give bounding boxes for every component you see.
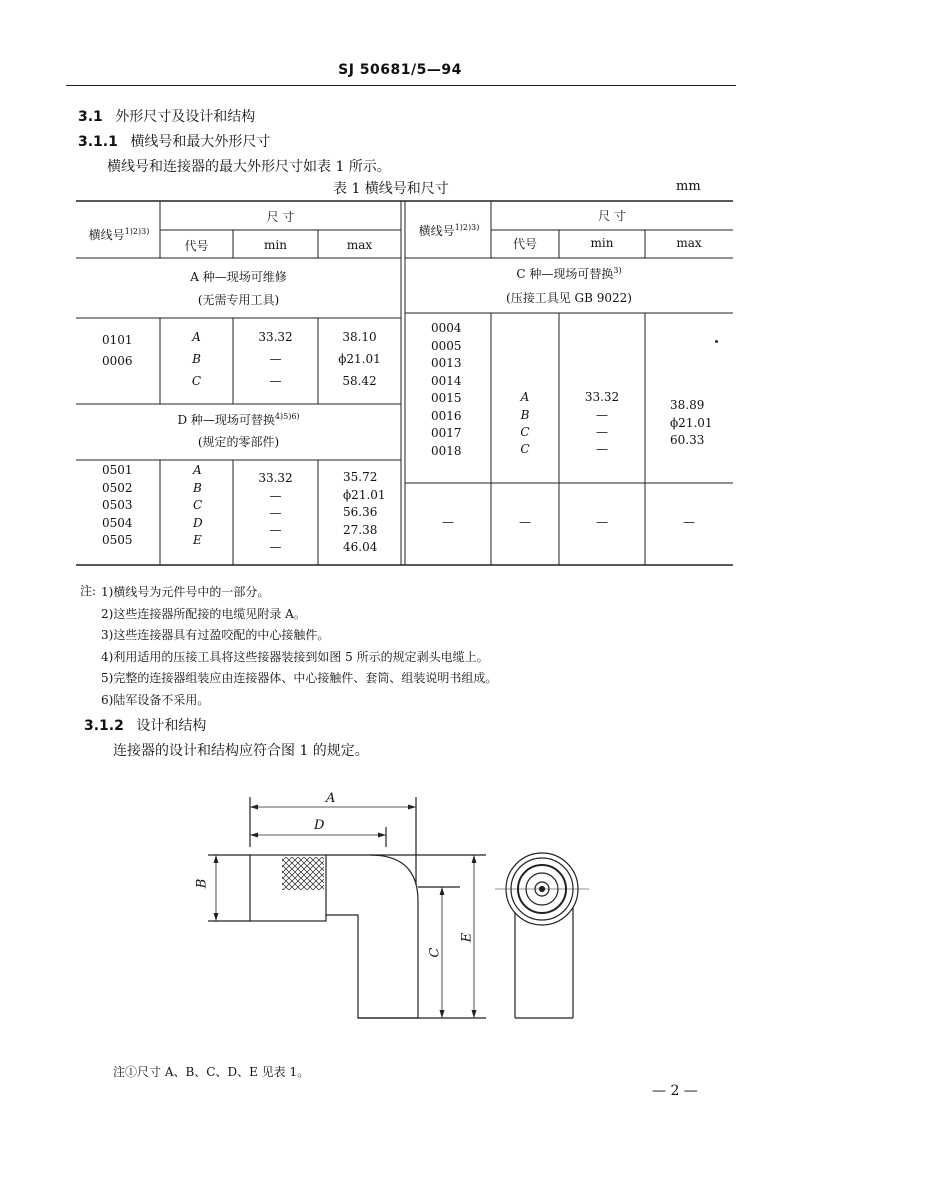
col-header-dimension: 尺 寸 [266, 210, 295, 224]
col-header-max: max [346, 238, 373, 252]
group-c-code-c: C [520, 425, 530, 439]
table-caption: 表 1 横线号和尺寸 [333, 181, 449, 197]
group-d-subtitle: (规定的零部件) [197, 435, 280, 449]
group-a-max-b: ϕ21.01 [338, 352, 381, 366]
section-3-1-2-text: 连接器的设计和结构应符合图 1 的规定。 [113, 743, 369, 759]
section-3-1-2-heading [84, 715, 206, 735]
group-c-min-c: — [596, 425, 608, 439]
notes-prefix: 注: [80, 584, 97, 598]
table-unit: mm [676, 179, 701, 194]
group-c-min-b: — [596, 408, 608, 422]
group-a-subtitle: (无需专用工具) [197, 293, 280, 307]
group-c-min-c2: — [596, 442, 608, 456]
col-dash-label: 横线号 [88, 228, 125, 242]
figure-note: 注①尺寸 A、B、C、D、E 见表 1。 [113, 1065, 310, 1079]
group-c-title [405, 265, 733, 282]
col-header-code: 代号 [184, 239, 209, 253]
group-a-min-b: — [269, 352, 282, 366]
standard-number: SJ 50681/5—94 [338, 62, 462, 78]
section-number: 3.1 [78, 109, 103, 125]
group-d-dash-numbers: 0501 0502 0503 0504 0505 [102, 463, 133, 547]
section-title: 横线号和最大外形尺寸 [130, 134, 271, 150]
group-a-min-a: 33.32 [258, 330, 293, 344]
group-c-min-a: 33.32 [584, 390, 620, 404]
dim-label-a: A [326, 791, 336, 806]
empty-max: — [683, 515, 695, 529]
group-d-min-c: — [269, 506, 282, 520]
group-d-min-a: 33.32 [258, 471, 293, 485]
section-title: 设计和结构 [136, 718, 207, 734]
group-d-min-b: — [269, 489, 282, 503]
col-header-max-right: max [676, 236, 702, 250]
col-dash-label: 横线号 [418, 224, 455, 238]
group-d-max-values: 35.72 ϕ21.01 56.36 27.38 46.04 [343, 470, 386, 554]
group-d-codes: A B C D E [193, 463, 203, 547]
dim-label-e: E [459, 932, 475, 943]
section-number: 3.1.2 [84, 718, 124, 734]
group-a-max-a: 38.10 [342, 330, 377, 344]
dim-label-b: B [194, 878, 210, 889]
group-d-title [76, 411, 401, 428]
col-header-min-right: min [590, 236, 614, 250]
notes-list: 1)横线号为元件号中的一部分。 2)这些连接器所配接的电缆见附录 A。 3)这些连接器具有过盈咬配的中心接触件。 4)利用适用的压接工具将这些接器装接到如图 5 所示的规定剥头电缆上。 5)完整的连接器组装应由连接器体、中心接触件、套筒、组装说明书组成。 6)陆军设备不采用。 [101, 585, 498, 707]
group-c-sup: 3) [613, 266, 622, 275]
group-c-dash-numbers: 0004 0005 0013 0014 0015 0016 0017 0018 [431, 321, 462, 458]
empty-dash: — [442, 515, 454, 529]
group-a-max-c: 58.42 [342, 374, 377, 388]
speck-mark [715, 340, 718, 343]
group-c-code-c2: C [520, 442, 530, 456]
page-number: — 2 — [652, 1083, 698, 1099]
dim-label-c: C [427, 947, 443, 958]
col-dash-sup: 1)2)3) [454, 223, 480, 232]
group-c-max-values: 38.89 ϕ21.01 60.33 [670, 398, 713, 447]
group-c-subtitle: (压接工具见 GB 9022) [506, 291, 632, 305]
group-a-title: A 种—现场可维修 [190, 270, 287, 284]
col-header-min: min [264, 238, 287, 252]
section-number: 3.1.1 [78, 134, 118, 150]
group-a-code-b: B [192, 352, 201, 366]
section-3-1-1-text: 横线号和连接器的最大外形尺寸如表 1 所示。 [107, 159, 391, 175]
group-c-title-text: C 种—现场可替换 [516, 267, 614, 281]
empty-code: — [519, 515, 531, 529]
group-a-code-a: A [192, 330, 201, 344]
col-header-dash-number-right [407, 222, 491, 239]
section-title: 外形尺寸及设计和结构 [115, 109, 256, 125]
group-a-dash-numbers: 0101 0006 [102, 333, 133, 368]
dim-label-d: D [314, 818, 325, 833]
col-dash-sup: 1)2)3) [124, 227, 150, 236]
group-a-code-c: C [191, 374, 202, 388]
col-header-dash-number [80, 226, 158, 243]
group-c-code-b: B [520, 408, 530, 422]
group-d-min-e: — [269, 540, 282, 554]
col-header-dimension-right: 尺 寸 [598, 209, 626, 223]
group-d-min-d: — [269, 523, 282, 537]
empty-min: — [596, 515, 608, 529]
group-a-min-c: — [269, 374, 282, 388]
col-header-code-right: 代号 [512, 237, 537, 251]
group-d-title-text: D 种—现场可替换 [177, 413, 275, 427]
connector-drawing [190, 785, 610, 1030]
group-d-sup: 4)5)6) [274, 412, 300, 421]
group-c-code-a: A [520, 390, 530, 404]
